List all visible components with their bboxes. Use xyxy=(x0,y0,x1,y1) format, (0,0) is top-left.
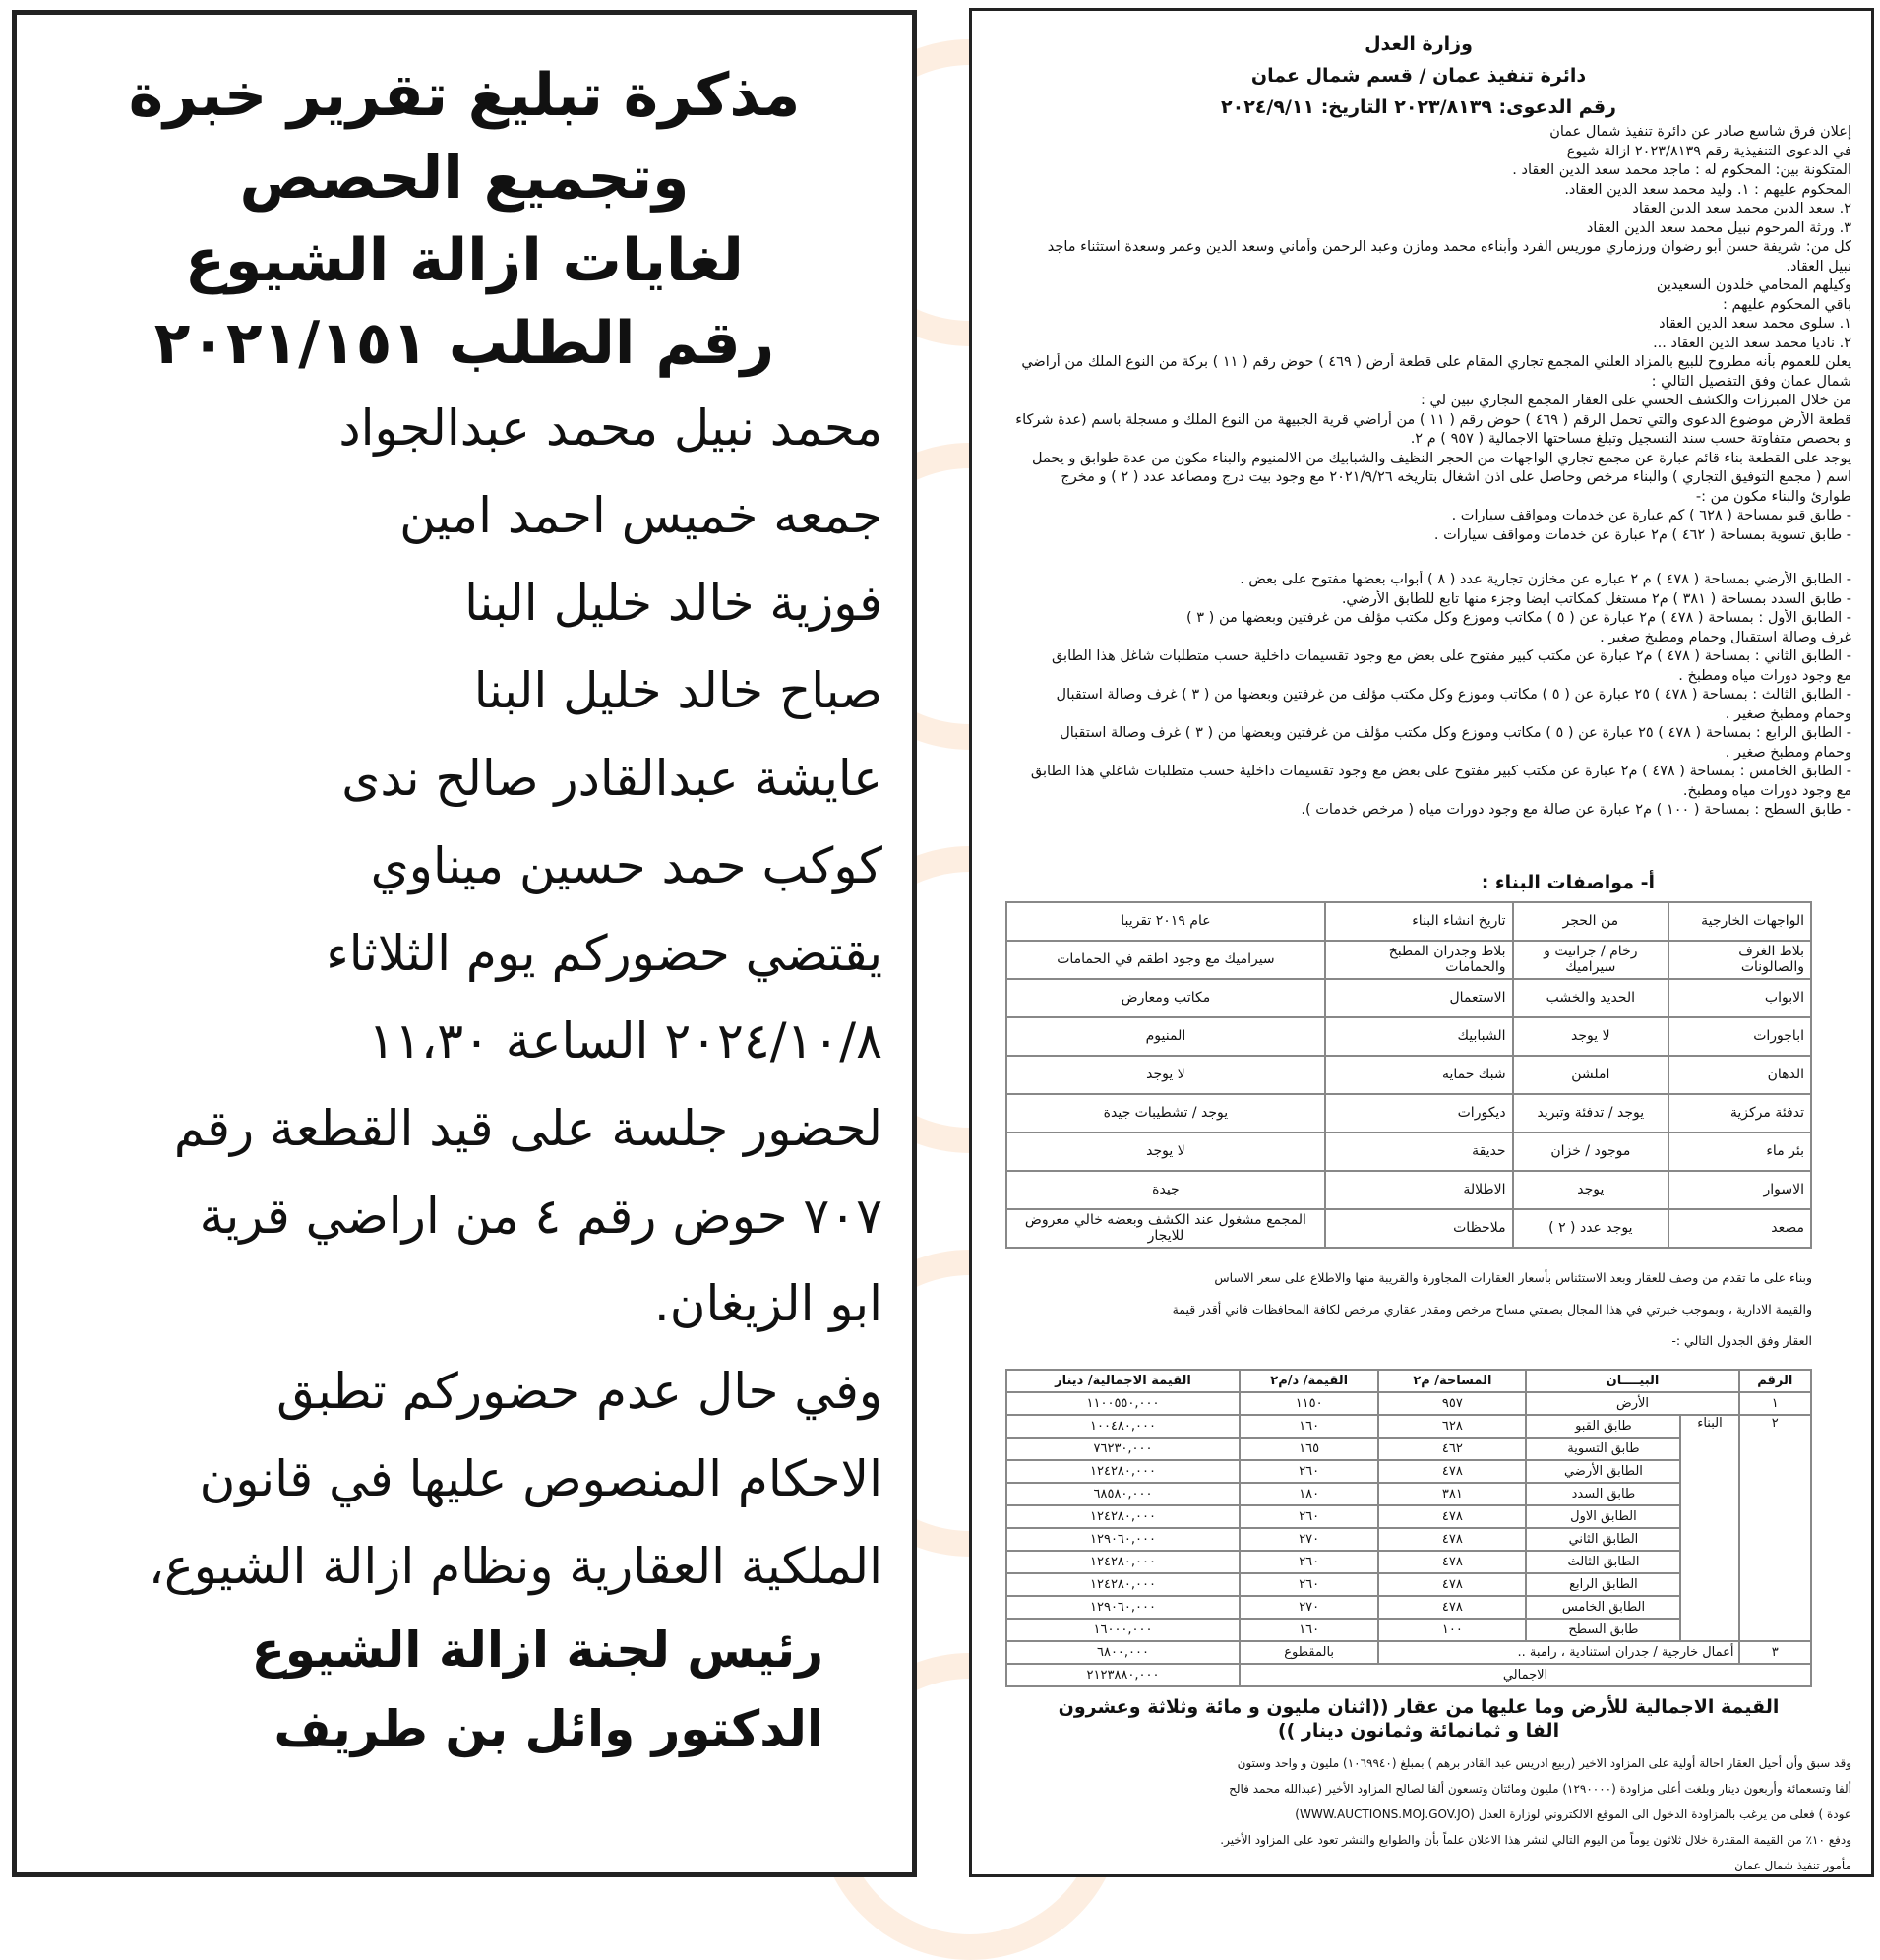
body-line: ابو الزيغان. xyxy=(653,1275,882,1332)
body-line: وفي حال عدم حضوركم تطبق xyxy=(276,1363,882,1420)
body-line: عايشة عبدالقادر صالح ندى xyxy=(341,750,882,807)
spec-cell: سيراميك مع وجود اطقم في الحمامات xyxy=(1006,941,1325,979)
spec-cell: بئر ماء xyxy=(1668,1133,1811,1171)
footer-line: عودة ) فعلى من يرغب بالمزاودة الدخول الى الموقع الالكتروني لوزارة العدل (WWW.AUCTIONS.MOJ.GOV.JO) xyxy=(1295,1807,1851,1821)
row-area: ٤٧٨ xyxy=(1378,1528,1526,1551)
title-line: رقم الطلب ٢٠٢١/١٥١ xyxy=(153,309,775,378)
note-line: وبناء على ما تقدم من وصف للعقار وبعد الاستئناس بأسعار العقارات المجاورة والقريبة منها والاطلاع على سعر الاساس xyxy=(1214,1269,1812,1285)
row-price: ٢٧٠ xyxy=(1240,1528,1378,1551)
row-price: ١١٥٠ xyxy=(1240,1392,1378,1415)
spec-cell: الاستعمال xyxy=(1325,979,1513,1017)
spec-cell: المجمع مشغول عند الكشف وبعضه خالي معروض للايجار xyxy=(1006,1209,1325,1248)
header-line: دائرة تنفيذ عمان / قسم شمال عمان xyxy=(1250,65,1587,87)
spec-cell: الدهان xyxy=(1668,1056,1811,1094)
row-desc: طابق السطح xyxy=(1526,1619,1680,1641)
notice-body xyxy=(46,385,882,1611)
header-line: رقم الدعوى: ٢٠٢٣/٨١٣٩ التاريخ: ٢٠٢٤/٩/١١ xyxy=(1221,96,1616,118)
text-line: - الطابق الخامس : بمساحة ( ٤٧٨ ) م٢ عبارة عن مكتب كبير مفتوح على بعض مع وجود تقسيمات داخلية حسب متطلبات شاغلي هذا الطابق xyxy=(1030,764,1851,779)
body-line: جمعه خميس احمد امين xyxy=(399,487,882,544)
spec-cell: شبك حماية xyxy=(1325,1056,1513,1094)
spec-row xyxy=(1006,1017,1811,1056)
spec-cell: الابواب xyxy=(1668,979,1811,1017)
spec-row xyxy=(1006,941,1811,979)
spec-cell: جيدة xyxy=(1006,1171,1325,1209)
note-line: والقيمة الادارية ، وبموجب خبرتي في هذا المجال بصفتي مساح مرخص ومقدر عقاري مرخص لكافة المحافظات فاني أقدر قيمة xyxy=(1172,1301,1812,1317)
row-desc: أعمال خارجية / جدران استنادية ، رامبة .. xyxy=(1378,1641,1738,1664)
spec-cell: الاسوار xyxy=(1668,1171,1811,1209)
spec-cell: الحديد والخشب xyxy=(1513,979,1669,1017)
body-line: فوزية خالد خليل البنا xyxy=(464,575,882,632)
row-desc: الطابق الثالث xyxy=(1526,1551,1680,1573)
row-price: ١٦٠ xyxy=(1240,1415,1378,1438)
row-desc: طابق السدد xyxy=(1526,1483,1680,1505)
notice-expert-report xyxy=(12,10,917,1877)
announcement-header xyxy=(986,29,1851,123)
total-label: الاجمالي xyxy=(1240,1664,1811,1686)
text-line: يعلن للعموم بأنه مطروح للبيع بالمزاد العلني المجمع تجاري المقام على قطعة أرض ( ٤٦٩ ) حوض رقم ( ١١ ) بركة من النوع الملك من أراضي xyxy=(1021,354,1851,370)
row-desc: الطابق الأرضي xyxy=(1526,1460,1680,1483)
floors-description xyxy=(986,571,1851,821)
row-price: بالمقطوع xyxy=(1240,1641,1378,1664)
text-line: وكيلهم المحامي خلدون السعيدين xyxy=(1656,277,1851,293)
header-line: وزارة العدل xyxy=(1365,33,1473,55)
note-line: العقار وفق الجدول التالي :- xyxy=(1671,1332,1812,1348)
spec-cell: لا يوجد xyxy=(1006,1133,1325,1171)
spec-cell: الواجهات الخارجية xyxy=(1668,902,1811,941)
row-desc: الأرض xyxy=(1526,1392,1738,1415)
text-line: وحمام ومطبخ صغير . xyxy=(1725,744,1851,761)
text-line: ٢. ناديا محمد سعد الدين العقاد ... xyxy=(1653,335,1851,351)
spec-row xyxy=(1006,1171,1811,1209)
row-total: ١٦٠٠٠,٠٠٠ xyxy=(1006,1619,1240,1641)
row-total: ٧٦٢٣٠,٠٠٠ xyxy=(1006,1438,1240,1460)
spec-cell: يوجد عدد ( ٢ ) xyxy=(1513,1209,1669,1248)
row-area: ٤٧٨ xyxy=(1378,1460,1526,1483)
text-line: - الطابق الثالث : بمساحة ( ٤٧٨ ) ٢٥ عبارة عن ( ٥ ) مكاتب وموزع وكل مكتب مؤلف من غرفتين وبعضها من ( ٣ ) غرف وصالة استقبال xyxy=(1056,687,1851,703)
row-total: ٦٨٥٨٠,٠٠٠ xyxy=(1006,1483,1240,1505)
column-header: القيمة/ د/م٢ xyxy=(1240,1370,1378,1392)
footer-line: ألفا وتسعمائة وأربعون دينار وبلغت أعلى مزاودة (١٢٩٠٠٠٠) مليون ومائتان وتسعون ألفا لصالح المزاود الأخير (عبدالله محمد فالح xyxy=(1229,1781,1851,1796)
row-desc: الطابق الرابع xyxy=(1526,1573,1680,1596)
title-line: مذكرة تبليغ تقرير خبرة xyxy=(128,61,801,130)
text-line: ٣. ورثة المرحوم نبيل محمد سعد الدين العقاد xyxy=(1586,219,1851,236)
title-line: لغايات ازالة الشيوع xyxy=(185,226,744,295)
row-total: ١١٠٠٥٥٠,٠٠٠ xyxy=(1006,1392,1240,1415)
text-line: قطعة الأرض موضوع الدعوى والتي تحمل الرقم ( ٤٦٩ ) حوض رقم ( ١١ ) من أراضي قرية الجبيهة من النوع الملك و مسجلة باسم (عدة شركاء xyxy=(1015,411,1851,428)
text-line: - الطابق الرابع : بمساحة ( ٤٧٨ ) ٢٥ عبارة عن ( ٥ ) مكاتب وموزع وكل مكتب مؤلف من غرفتين وبعضها من ( ٣ ) غرف وصالة استقبال xyxy=(1060,725,1851,741)
spec-cell: تدفئة مركزية xyxy=(1668,1094,1811,1133)
spec-row xyxy=(1006,1133,1811,1171)
text-line: - طابق قبو بمساحة ( ٦٢٨ ) كم عبارة عن خدمات ومواقف سيارات . xyxy=(1451,508,1851,523)
valuation-row xyxy=(1006,1641,1811,1664)
row-area: ٤٧٨ xyxy=(1378,1551,1526,1573)
row-total: ١٠٠٤٨٠,٠٠٠ xyxy=(1006,1415,1240,1438)
body-line: الاحكام المنصوص عليها في قانون xyxy=(199,1450,882,1507)
announcement-footer xyxy=(986,1750,1851,1878)
text-line: وحمام ومطبخ صغير . xyxy=(1725,705,1851,722)
spec-row xyxy=(1006,1209,1811,1248)
valuation-total-row xyxy=(1006,1664,1811,1686)
row-price: ١٦٠ xyxy=(1240,1619,1378,1641)
row-total: ١٢٩٠٦٠,٠٠٠ xyxy=(1006,1528,1240,1551)
valuation-table xyxy=(1005,1369,1812,1687)
spec-cell: تاريخ انشاء البناء xyxy=(1325,902,1513,941)
text-line: - الطابق الثاني : بمساحة ( ٤٧٨ ) م٢ عبارة عن مكتب كبير مفتوح على بعض مع وجود تقسيمات داخلية حسب متطلبات شاغل هذا الطابق xyxy=(1051,648,1851,664)
text-line: يوجد على القطعة بناء قائم عبارة عن مجمع تجاري الواجهات من الحجر النظيف والشبابيك من الالمنيوم والبناء مكون من عدة طوابق و يحمل xyxy=(1032,450,1851,466)
text-line: اسم ( مجمع التوفيق التجاري ) والبناء مرخص وحاصل على اذن اشغال بتاريخه ٢٠٢١/٩/٢٦ مع وجود بيت درج ومصاعد عدد ( ٢ ) و مخرج xyxy=(1061,469,1851,485)
row-desc: طابق القبو xyxy=(1526,1415,1680,1438)
announcement-intro xyxy=(986,123,1851,545)
spec-cell: يوجد / تدفئة وتبريد xyxy=(1513,1094,1669,1133)
spec-row xyxy=(1006,979,1811,1017)
column-header: الرقم xyxy=(1739,1370,1811,1392)
column-header: القيمة الاجمالية/ دينار xyxy=(1006,1370,1240,1392)
row-number: ٢ xyxy=(1739,1415,1811,1641)
row-price: ٢٦٠ xyxy=(1240,1460,1378,1483)
row-price: ٢٧٠ xyxy=(1240,1596,1378,1619)
text-line: إعلان فرق شاسع صادر عن دائرة تنفيذ شمال عمان xyxy=(1549,124,1851,140)
signature-line: الدكتور وائل بن طريف xyxy=(273,1700,823,1757)
text-line: في الدعوى التنفيذية رقم ٢٠٢٣/٨١٣٩ ازالة شيوع xyxy=(1566,143,1851,159)
text-line: المحكوم عليهم : ١. وليد محمد سعد الدين العقاد. xyxy=(1564,181,1851,198)
text-line: و بحصص متفاوتة حسب سند التسجيل وتبلغ مساحتها الاجمالية ( ٩٥٧ ) م ٢. xyxy=(1410,431,1851,447)
row-area: ٤٧٨ xyxy=(1378,1505,1526,1528)
row-desc: طابق التسوية xyxy=(1526,1438,1680,1460)
notice-signature xyxy=(46,1611,882,1768)
text-line: ١. سلوى محمد سعد الدين العقاد xyxy=(1659,316,1851,332)
spec-cell: املشن xyxy=(1513,1056,1669,1094)
spec-cell: الشبابيك xyxy=(1325,1017,1513,1056)
body-line: ٧٠٧ حوض رقم ٤ من اراضي قرية xyxy=(199,1188,882,1245)
spec-cell: مكاتب ومعارض xyxy=(1006,979,1325,1017)
row-price: ١٦٥ xyxy=(1240,1438,1378,1460)
row-price: ٢٦٠ xyxy=(1240,1505,1378,1528)
spec-row xyxy=(1006,902,1811,941)
text-line: نبيل العقاد. xyxy=(1786,258,1851,275)
footer-line: مأمور تنفيذ شمال عمان xyxy=(1734,1858,1851,1872)
row-area: ٤٦٢ xyxy=(1378,1438,1526,1460)
row-total: ٦٨٠٠,٠٠٠ xyxy=(1006,1641,1240,1664)
spec-cell: بلاط وجدران المطبخ والحمامات xyxy=(1325,941,1513,979)
row-area: ٤٧٨ xyxy=(1378,1573,1526,1596)
spec-row xyxy=(1006,1056,1811,1094)
text-line: كل من: شريفة حسن أبو رضوان ورزماري موريس الفرد وأبناءه محمد ومازن وعبد الرحمن وأماني وسعد الدين وعمر وسعدة استثناء ماجد xyxy=(1047,239,1851,255)
spec-cell: ديكورات xyxy=(1325,1094,1513,1133)
column-header: المساحة/ م٢ xyxy=(1378,1370,1526,1392)
row-total: ١٢٤٢٨٠,٠٠٠ xyxy=(1006,1505,1240,1528)
text-line: - الطابق الأول : بمساحة ( ٤٧٨ ) م٢ عبارة عن ( ٥ ) مكاتب وموزع وكل مكتب مؤلف من غرفتين وبعضها من ( ٣ ) xyxy=(1186,610,1851,626)
body-line: الملكية العقارية ونظام ازالة الشيوع، xyxy=(148,1538,882,1595)
auction-announcement xyxy=(969,8,1874,1877)
row-desc: الطابق الثاني xyxy=(1526,1528,1680,1551)
row-total: ١٢٩٠٦٠,٠٠٠ xyxy=(1006,1596,1240,1619)
body-line: يقتضي حضوركم يوم الثلاثاء xyxy=(326,925,882,982)
row-total: ١٢٤٢٨٠,٠٠٠ xyxy=(1006,1573,1240,1596)
spec-cell: بلاط الغرف والصالونات xyxy=(1668,941,1811,979)
footer-line: ودفع ١٠٪ من القيمة المقدرة خلال ثلاثون يوماً من اليوم التالي لنشر هذا الاعلان علماً بأن والطوابع والنشر تعود على المزاود الأخير. xyxy=(1220,1832,1851,1847)
spec-cell: اباجورات xyxy=(1668,1017,1811,1056)
row-price: ٢٦٠ xyxy=(1240,1551,1378,1573)
building-spec-table xyxy=(1005,901,1812,1249)
text-line: المتكونة بين: المحكوم له : ماجد محمد سعد الدين العقاد . xyxy=(1512,162,1851,178)
body-line: ٢٠٢٤/١٠/٨ الساعة ١١،٣٠ xyxy=(368,1012,882,1070)
text-line: - الطابق الأرضي بمساحة ( ٤٧٨ ) م ٢ عباره عن مخازن تجارية عدد ( ٨ ) أبواب بعضها مفتوح على بعض . xyxy=(1240,572,1851,587)
row-area: ٣٨١ xyxy=(1378,1483,1526,1505)
text-line: - طابق السدد بمساحة ( ٣٨١ ) م٢ مستغل كمكاتب ايضا وجزء منها تابع للطابق الأرضي. xyxy=(1341,590,1851,607)
text-line: طوارئ والبناء مكون من :- xyxy=(1695,488,1851,505)
body-line: كوكب حمد حسين ميناوي xyxy=(370,837,882,894)
row-price: ٢٦٠ xyxy=(1240,1573,1378,1596)
text-line: باقي المحكوم عليهم : xyxy=(1722,296,1851,313)
total-text-line: القيمة الاجمالية للأرض وما عليها من عقار ((اثنان مليون و مائة وثلاثة وعشرون xyxy=(1058,1695,1780,1718)
spec-cell: مصعد xyxy=(1668,1209,1811,1248)
spec-cell: عام ٢٠١٩ تقريبا xyxy=(1006,902,1325,941)
row-area: ٦٢٨ xyxy=(1378,1415,1526,1438)
spec-cell: يوجد / تشطيبات جيدة xyxy=(1006,1094,1325,1133)
spec-title: أ- مواصفات البناء : xyxy=(1481,871,1655,893)
body-line: محمد نبيل محمد عبدالجواد xyxy=(338,399,882,457)
row-number: ١ xyxy=(1739,1392,1811,1415)
valuation-header-row xyxy=(1006,1370,1811,1392)
total-value: ٢١٢٣٨٨٠,٠٠٠ xyxy=(1006,1664,1240,1686)
footer-line: وقد سبق وأن أحيل العقار احالة أولية على المزاود الاخير (ربيع ادريس عبد القادر برهم ) بمبلغ (١٠٦٩٩٤٠) مليون و واحد وستون xyxy=(1237,1755,1851,1770)
notice-title xyxy=(46,54,882,385)
spec-cell: المنيوم xyxy=(1006,1017,1325,1056)
spec-cell: رخام / جرانيت و سيراميك xyxy=(1513,941,1669,979)
column-header: البيــــان xyxy=(1526,1370,1738,1392)
text-line: شمال عمان وفق التفصيل التالي : xyxy=(1651,373,1851,390)
text-line: مع وجود دورات مياه ومطبخ . xyxy=(1678,667,1851,684)
row-area: ٤٧٨ xyxy=(1378,1596,1526,1619)
row-price: ١٨٠ xyxy=(1240,1483,1378,1505)
valuation-note xyxy=(986,1262,1812,1357)
text-line: - طابق السطح : بمساحة ( ١٠٠ ) م٢ عبارة عن صالة مع وجود دورات مياه ( مرخص خدمات ). xyxy=(1301,802,1851,818)
signature-line: رئيس لجنة ازالة الشيوع xyxy=(251,1622,823,1679)
row-total: ١٢٤٢٨٠,٠٠٠ xyxy=(1006,1551,1240,1573)
text-line: من خلال المبرزات والكشف الحسي على العقار المجمع التجاري تبين لي : xyxy=(1421,393,1851,408)
row-desc: الطابق الاول xyxy=(1526,1505,1680,1528)
spec-cell: الاطلالة xyxy=(1325,1171,1513,1209)
spec-cell: حديقة xyxy=(1325,1133,1513,1171)
total-text-line: الفا و ثمانمائة وثمانون دينار )) xyxy=(1277,1719,1560,1742)
row-total: ١٢٤٢٨٠,٠٠٠ xyxy=(1006,1460,1240,1483)
row-area: ١٠٠ xyxy=(1378,1619,1526,1641)
title-line: وتجميع الحصص xyxy=(239,144,690,213)
spec-cell: من الحجر xyxy=(1513,902,1669,941)
spec-cell: موجود / خزان xyxy=(1513,1133,1669,1171)
row-desc: الطابق الخامس xyxy=(1526,1596,1680,1619)
spec-cell: يوجد xyxy=(1513,1171,1669,1209)
valuation-row xyxy=(1006,1392,1811,1415)
spec-cell: لا يوجد xyxy=(1513,1017,1669,1056)
spec-cell: ملاحظات xyxy=(1325,1209,1513,1248)
row-number: ٣ xyxy=(1739,1641,1811,1664)
body-line: صباح خالد خليل البنا xyxy=(473,662,882,719)
text-line: مع وجود دورات مياه ومطبخ. xyxy=(1682,782,1851,799)
text-line: - طابق تسوية بمساحة ( ٤٦٢ ) م٢ عبارة عن خدمات ومواقف سيارات . xyxy=(1433,526,1851,543)
spec-cell: لا يوجد xyxy=(1006,1056,1325,1094)
spec-row xyxy=(1006,1094,1811,1133)
text-line: ٢. سعد الدين محمد سعد الدين العقاد xyxy=(1632,201,1851,216)
total-value-text xyxy=(986,1695,1851,1743)
row-area: ٩٥٧ xyxy=(1378,1392,1526,1415)
valuation-row xyxy=(1006,1415,1811,1438)
building-label: البناء xyxy=(1680,1415,1738,1641)
body-line: لحضور جلسة على قيد القطعة رقم xyxy=(173,1100,882,1157)
text-line: غرف وصالة استقبال وحمام ومطبخ صغير . xyxy=(1600,629,1851,645)
